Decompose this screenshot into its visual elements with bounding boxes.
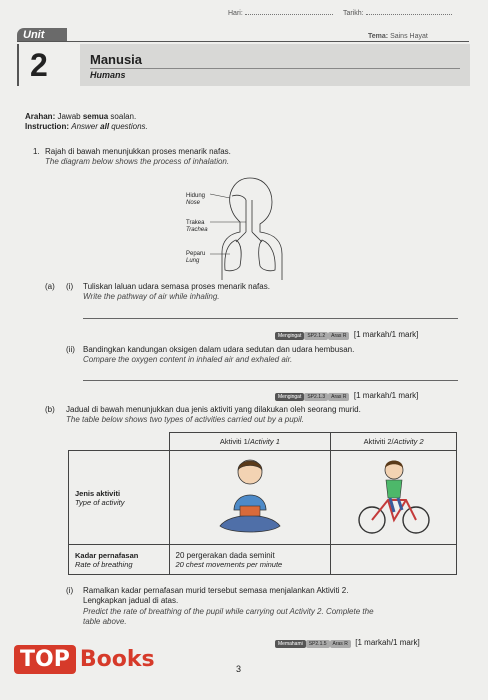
theme-label: Tema: Sains Hayat [368,33,428,40]
unit-number: 2 [30,47,48,83]
col-activity-1: Aktiviti 1/Activity 1 [169,433,331,451]
part-bi-ms1: Ramalkan kadar pernafasan murid tersebut semasa menjalankan Aktiviti 2. [83,586,349,595]
part-ai-ms: Tuliskan laluan udara semasa proses menarik nafas. [83,282,270,291]
instruction-ms: Arahan: Jawab semua soalan. [25,112,137,121]
date-label: Tarikh: [343,10,452,17]
rate-activity-2-input[interactable] [331,545,457,575]
label-lung: Peparu Lung [186,251,206,264]
question-number: 1. [33,147,40,156]
row-type-of-activity: Jenis aktiviti Type of activity [69,451,170,545]
skill-tag-bi: Memahami SP2.1.5 Aras R [1 markah/1 mark] [275,632,420,650]
topbooks-logo: TOP Books [14,645,155,674]
skill-tag-aii: Mengingat SP2.1.3 Aras R [1 markah/1 mark] [275,385,418,403]
part-bi-en1: Predict the rate of breathing of the pupil while carrying out Activity 2. Complete the [83,607,374,616]
part-b-en: The table below shows two types of activities carried out by a pupil. [66,415,304,424]
part-b-ms: Jadual di bawah menunjukkan dua jenis aktiviti yang dilakukan oleh seorang murid. [66,405,361,414]
label-trachea: Trakea Trachea [186,220,208,233]
part-bi-en2: table above. [83,617,127,626]
day-label: Hari: [228,10,333,17]
activity-table [68,432,457,575]
part-aii-ms: Bandingkan kandungan oksigen dalam udara sedutan dan udara hembusan. [83,345,355,354]
question-stem-ms: Rajah di bawah menunjukkan proses menarik nafas. [45,147,231,156]
boy-reading-icon [210,454,290,540]
unit-title-box [80,44,470,86]
part-a-label: (a) [45,282,55,291]
question-stem-en: The diagram below shows the process of inhalation. [45,157,230,166]
skill-tag-ai: Mengingat SP2.1.2 Aras R [1 markah/1 mark] [275,324,418,342]
unit-title-ms: Manusia [90,52,143,67]
boy-cycling-icon [354,454,434,540]
unit-title-en: Humans [90,70,126,80]
answer-line-ai[interactable] [83,318,458,319]
unit-tab: Unit [17,28,67,42]
instruction-en: Instruction: Answer all questions. [25,122,148,131]
unit-divider [17,41,469,42]
activity-2-cycling [331,451,457,545]
part-aii-en: Compare the oxygen content in inhaled air and exhaled air. [83,355,293,364]
part-aii-label: (ii) [66,345,75,354]
activity-1-reading [169,451,331,545]
label-nose: Hidung Nose [186,193,206,206]
title-rule [90,68,460,69]
part-bi-ms2: Lengkapkan jadual di atas. [83,596,179,605]
unit-side-bar [17,44,19,86]
col-activity-2: Aktiviti 2/Activity 2 [331,433,457,451]
answer-line-aii[interactable] [83,380,458,381]
rate-activity-1: 20 pergerakan dada seminit 20 chest movements per minute [169,545,331,575]
part-bi-label: (i) [66,586,74,595]
page-number: 3 [236,664,242,674]
part-ai-en: Write the pathway of air while inhaling. [83,292,220,301]
part-ai-label: (i) [66,282,74,291]
part-b-label: (b) [45,405,55,414]
row-rate-of-breathing: Kadar pernafasan Rate of breathing [69,545,170,575]
